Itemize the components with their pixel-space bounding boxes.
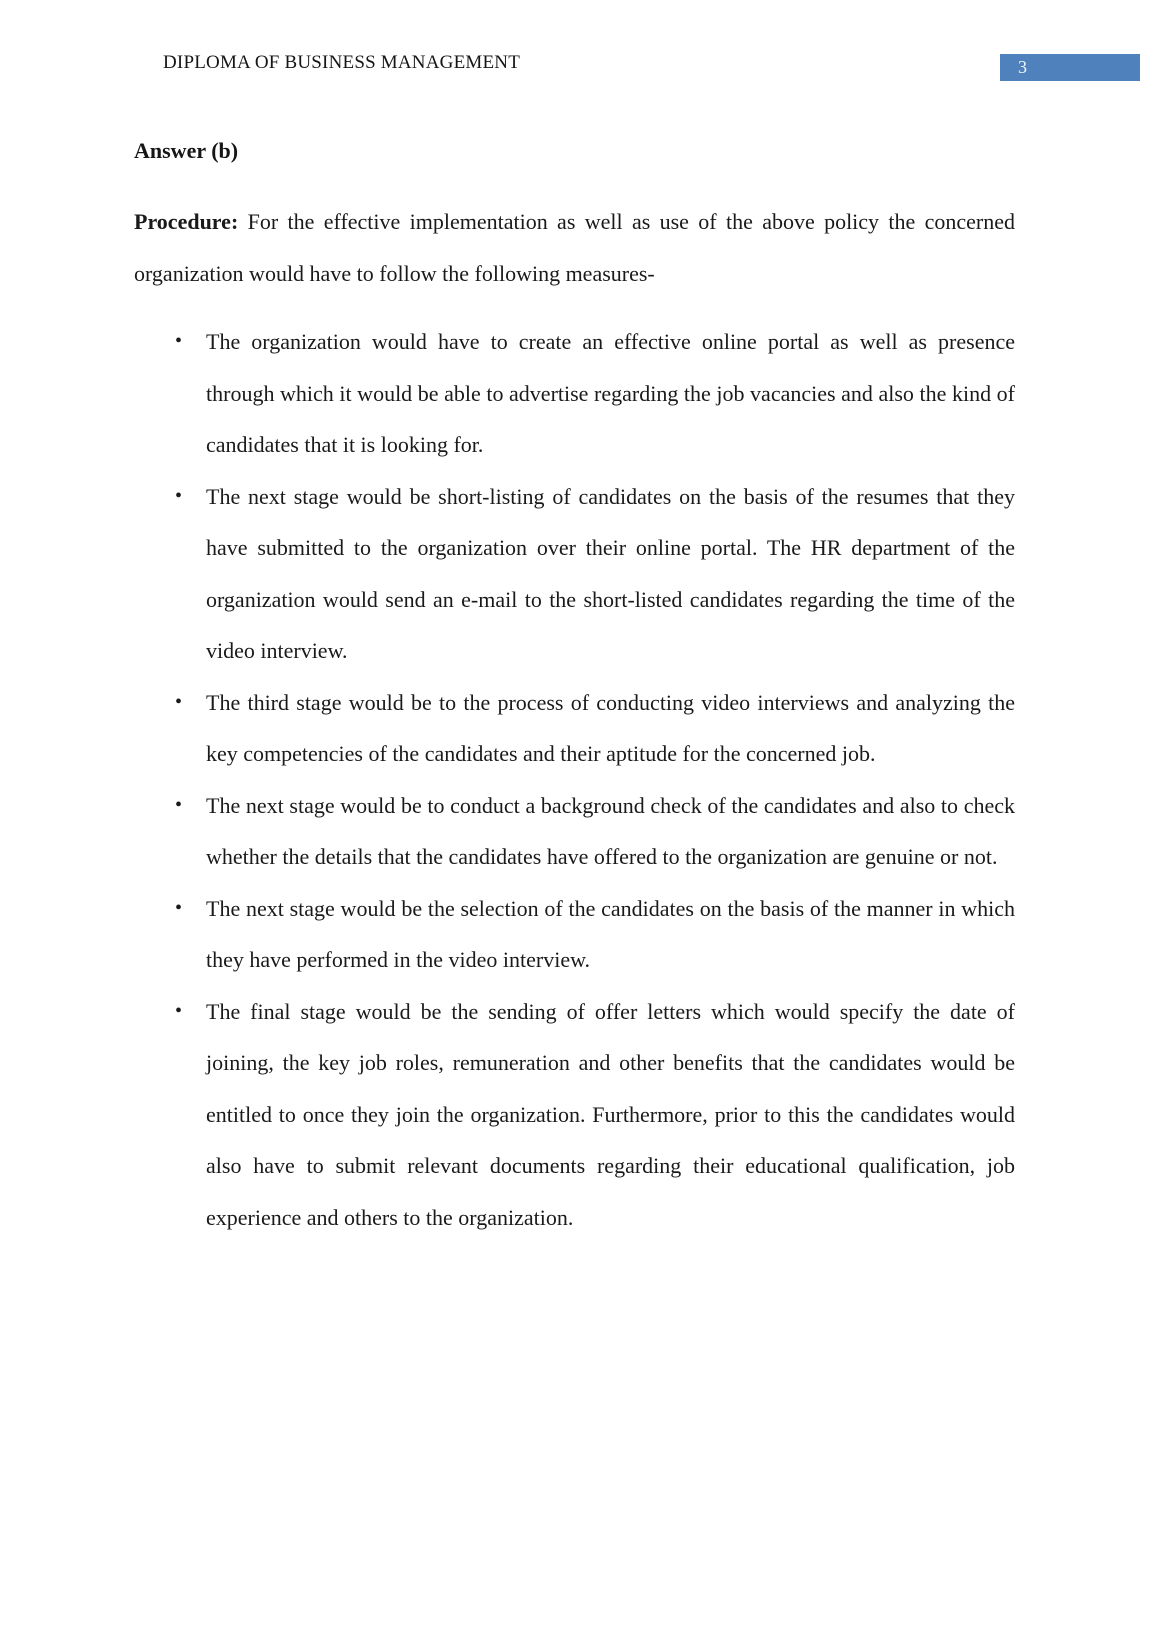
list-item-text: The organization would have to create an effective online portal as well as presence through which it would be able to advertise regarding the job vacancies and also the kind of candidates that it is looking for.: [206, 329, 1015, 457]
document-body: [134, 138, 1015, 1243]
list-item-text: The final stage would be the sending of offer letters which would specify the date of joining, the key job roles, remuneration and other benefits that the candidates would be entitled to once they join the organization. Furthermore, prior to this the candidates would also have to submit relevant documents regarding their educational qualification, job experience and others to the organization.: [206, 998, 1015, 1230]
bullet-icon: [175, 780, 182, 832]
list-item: [134, 471, 1015, 677]
procedure-label: Procedure:: [134, 209, 239, 234]
answer-heading: Answer (b): [134, 138, 239, 163]
bullet-icon: [175, 316, 182, 368]
page-header: [134, 52, 1015, 82]
procedure-paragraph: [134, 196, 1015, 299]
bullet-icon: [175, 986, 182, 1038]
page-number-badge: 3: [1000, 54, 1140, 81]
measures-list: [134, 316, 1015, 1243]
list-item-text: The next stage would be the selection of the candidates on the basis of the manner in which they have performed in the video interview.: [206, 895, 1015, 972]
list-item: [134, 780, 1015, 883]
list-item-text: The next stage would be to conduct a background check of the candidates and also to check whether the details that the candidates have offered to the organization are genuine or not.: [206, 792, 1015, 869]
bullet-icon: [175, 471, 182, 523]
list-item: [134, 677, 1015, 780]
bullet-icon: [175, 883, 182, 935]
list-item: [134, 316, 1015, 471]
procedure-text: For the effective implementation as well as use of the above policy the concerned organization would have to follow the following measures-: [134, 209, 1016, 286]
list-item: [134, 883, 1015, 986]
list-item: [134, 986, 1015, 1244]
list-item-text: The third stage would be to the process of conducting video interviews and analyzing the key competencies of the candidates and their aptitude for the concerned job.: [206, 689, 1015, 766]
bullet-icon: [175, 677, 182, 729]
list-item-text: The next stage would be short-listing of candidates on the basis of the resumes that they have submitted to the organization over their online portal. The HR department of the organization would send an e-mail to the short-listed candidates regarding the time of the video interview.: [206, 483, 1015, 663]
header-title: DIPLOMA OF BUSINESS MANAGEMENT: [163, 52, 521, 73]
